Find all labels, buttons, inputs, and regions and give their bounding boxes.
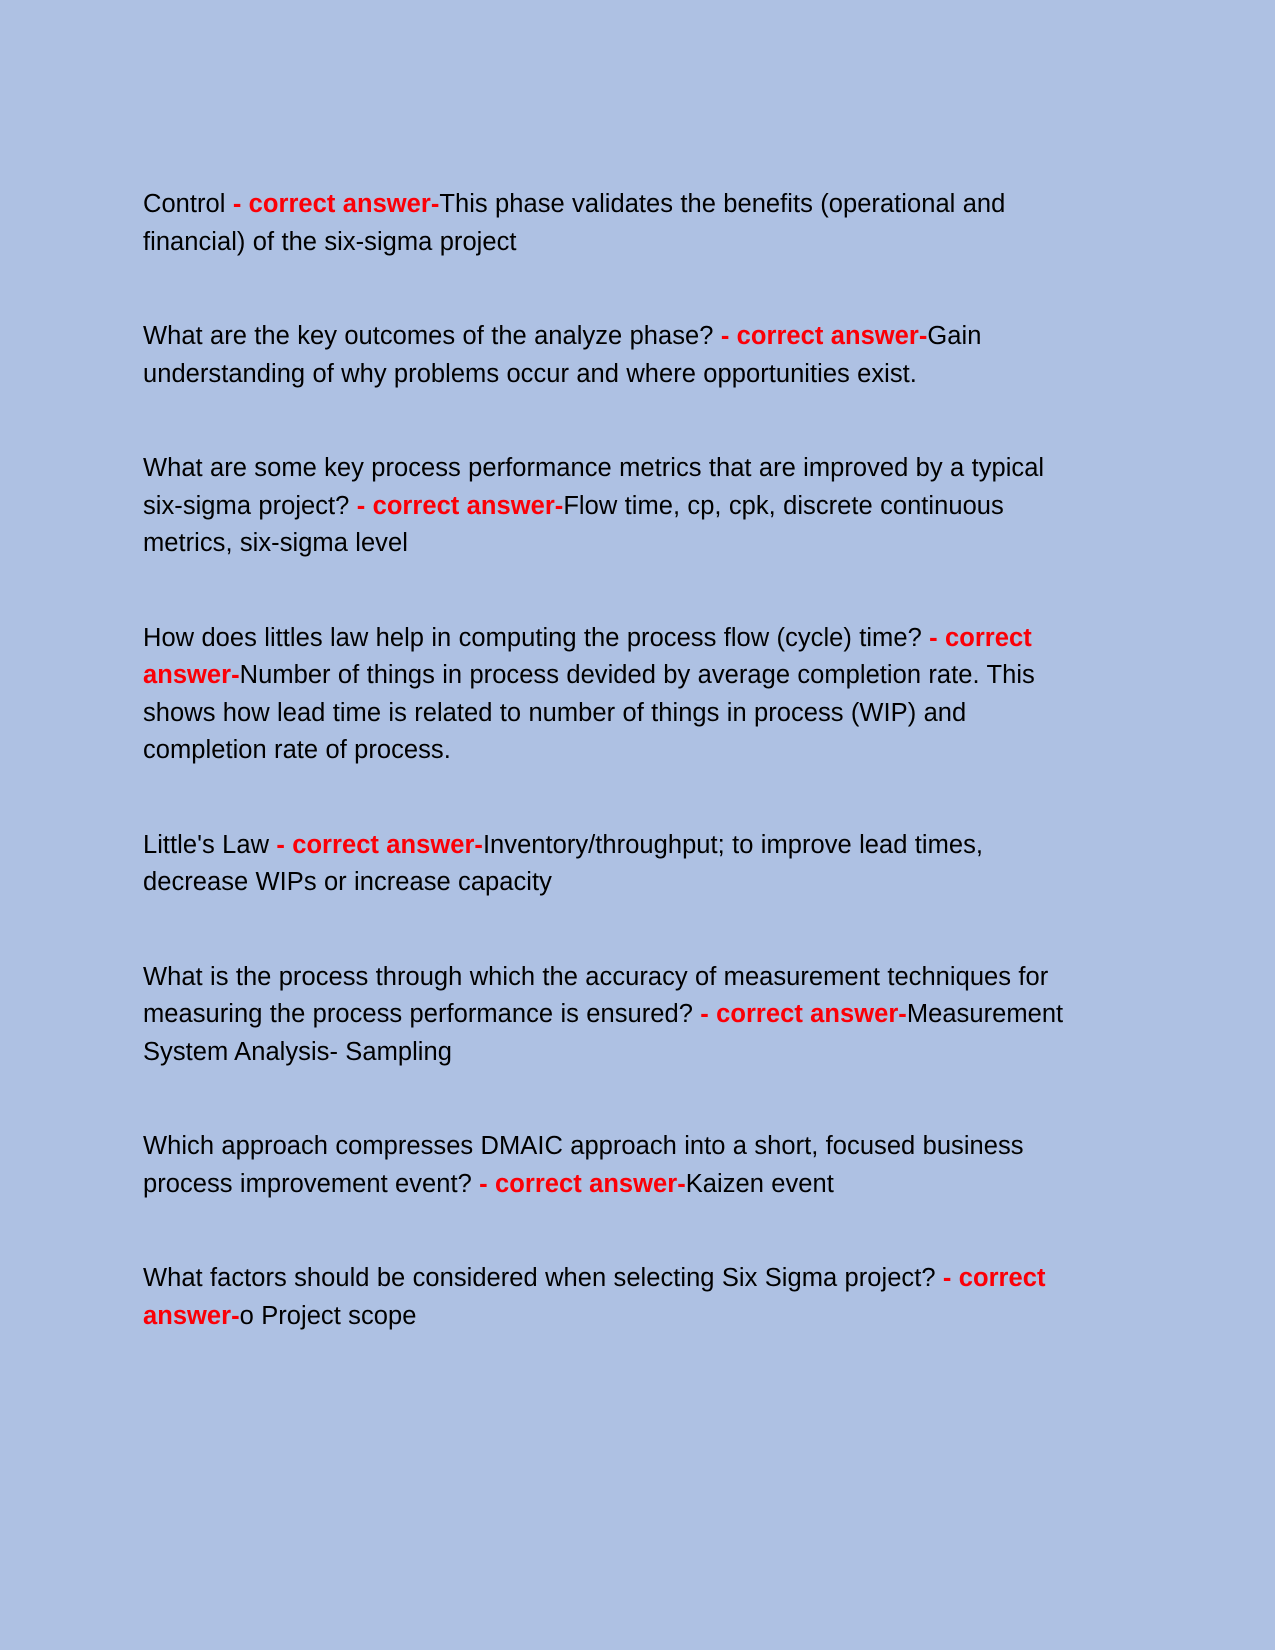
question-text: What is the process through which the accuracy of measurement techniques for measuring the process performance is ensured? (143, 962, 1049, 1028)
qa-item (143, 1260, 1075, 1335)
answer-text: Measurement System Analysis- Sampling (143, 1000, 1064, 1066)
answer-text: Inventory/throughput; to improve lead times, decrease WIPs or increase capacity (143, 830, 984, 896)
answer-text: Number of things in process devided by average completion rate. This shows how lead time is related to number of things in process (WIP) and completion rate of process. (143, 661, 1035, 764)
qa-item (143, 1128, 1075, 1203)
correct-answer-marker: - correct answer- (143, 1264, 1046, 1330)
question-text: Which approach compresses DMAIC approach into a short, focused business process improvement event? (143, 1132, 1024, 1198)
correct-answer-marker: - correct answer- (143, 623, 1032, 689)
qa-item (143, 620, 1075, 770)
qa-list (143, 186, 1075, 1335)
qa-item (143, 450, 1075, 563)
qa-item (143, 318, 1075, 393)
correct-answer-marker: - correct answer- (232, 190, 440, 218)
answer-text: Kaizen event (685, 1169, 834, 1198)
question-text: What are the key outcomes of the analyze phase? (143, 322, 721, 350)
qa-item (143, 186, 1075, 261)
correct-answer-marker: - correct answer- (356, 491, 564, 520)
correct-answer-marker: - correct answer- (276, 830, 483, 859)
answer-text: This phase validates the benefits (operational and financial) of the six-sigma project (143, 190, 1006, 256)
correct-answer-marker: - correct answer- (700, 1000, 907, 1028)
qa-item (143, 827, 1075, 902)
question-text: What are some key process performance metrics that are improved by a typical six-sigma project? (143, 454, 1045, 520)
question-text: Control (143, 190, 233, 218)
qa-item (143, 959, 1075, 1072)
answer-text: o Project scope (239, 1301, 417, 1330)
answer-text: Flow time, cp, cpk, discrete continuous metrics, six-sigma level (143, 491, 1004, 557)
question-text: Little's Law (143, 830, 277, 859)
correct-answer-marker: - correct answer- (720, 322, 928, 350)
question-text: What factors should be considered when selecting Six Sigma project? (143, 1264, 943, 1292)
question-text: How does littles law help in computing the process flow (cycle) time? (143, 623, 930, 652)
correct-answer-marker: - correct answer- (479, 1169, 686, 1198)
answer-text: Gain understanding of why problems occur and where opportunities exist. (143, 322, 982, 388)
